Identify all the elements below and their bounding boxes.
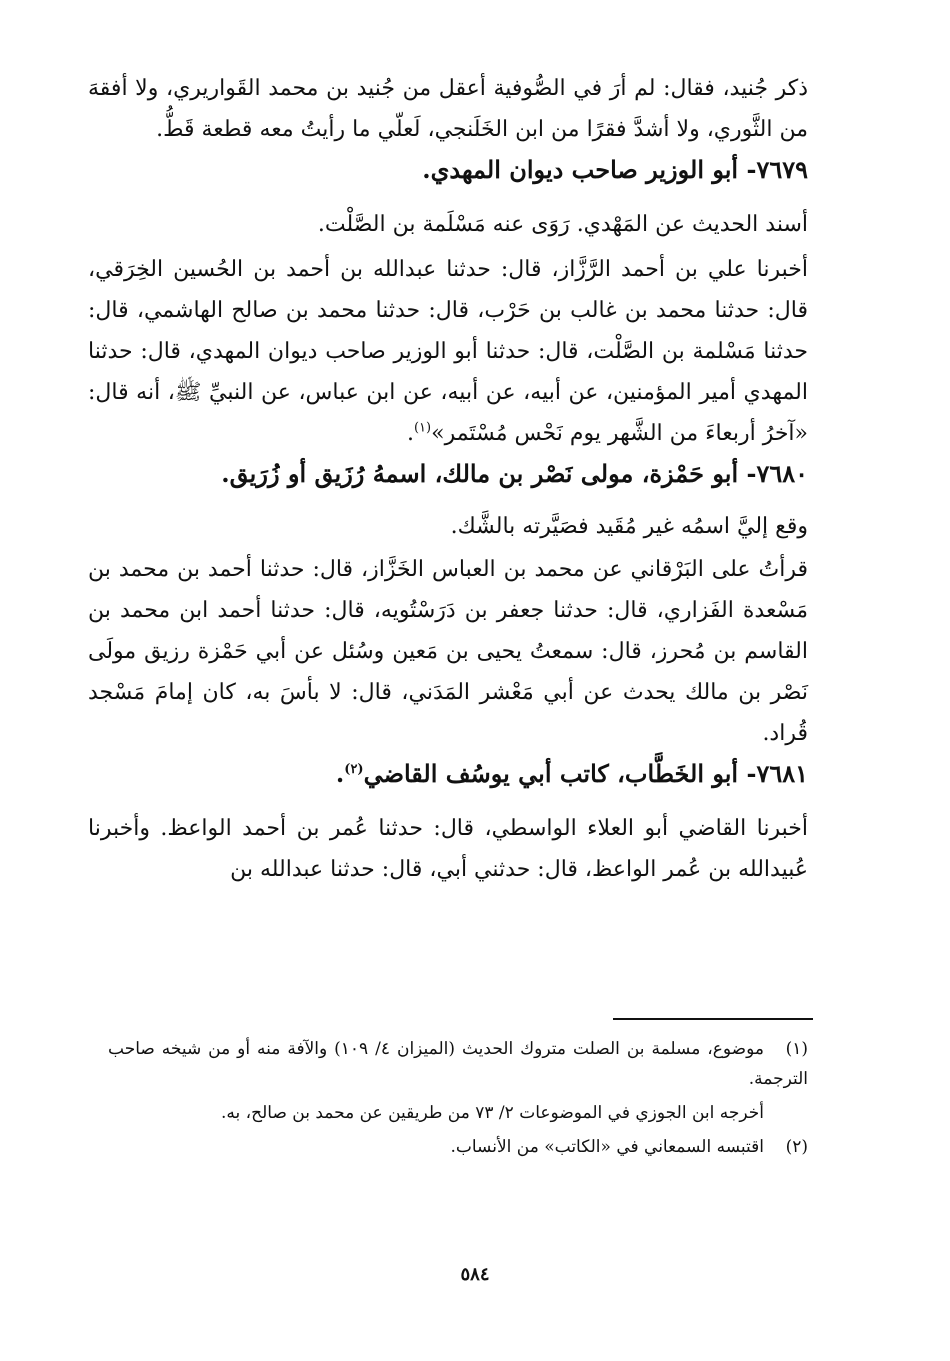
paragraph-3	[88, 249, 808, 454]
entry-title: أبو الخَطَّاب، كاتب أبي يوسُف القاضي	[363, 759, 739, 788]
entry-number: ٧٦٨١-	[746, 759, 808, 788]
footnote-ref-1: (١)	[413, 420, 432, 436]
isnad-text: أخبرنا علي بن أحمد الرَّزَّاز، قال: حدثنا عبدالله بن أحمد بن الحُسين الخِرَقي، قال: حدثنا محمد بن غالب بن حَرْب، قال: حدثنا محمد بن صالح الهاشمي، قال: حدثنا مَسْلمة بن الصَّلْت، قال: حدثنا أبو الوزير صاحب ديوان المهدي، قال: حدثنا المهدي أمير المؤمنين، عن أبيه، عن أبيه، عن ابن عباس، عن النبيِّ ﷺ، أنه قال: «آخرُ أربعاءَ من الشَّهر يوم نَحْس مُسْتَمر»	[88, 257, 808, 446]
footnote-number: (٢)	[785, 1137, 808, 1157]
main-text	[88, 68, 808, 890]
entry-number: ٧٦٧٩-	[746, 155, 808, 184]
paragraph-3-end: .	[406, 421, 414, 446]
footnote-2	[108, 1132, 808, 1162]
paragraph-5: قرأتُ على البَرْقاني عن محمد بن العباس الخَزَّاز، قال: حدثنا أحمد بن محمد بن مَسْعدة الفَزاري، قال: حدثنا جعفر بن دَرَسْتُويه، قال: حدثنا أحمد ابن محمد بن القاسم بن مُحرز، قال: سمعتُ يحيى بن مَعين وسُئل عن أبي حَمْزة رزيق مولَى نَصْر بن مالك يحدث عن أبي مَعْشر المَدَني، قال: لا بأسَ به، كان إمامَ مَسْجد قُراد.	[88, 557, 808, 746]
page-number: ٥٨٤	[460, 1264, 490, 1285]
paragraph-6: أخبرنا القاضي أبو العلاء الواسطي، قال: حدثنا عُمر بن أحمد الواعظ. وأخبرنا عُبيدالله بن عُمر الواعظ، قال: حدثني أبي، قال: حدثنا عبدالله بن	[88, 816, 808, 882]
footnote-text: اقتبسه السمعاني في «الكاتب» من الأنساب.	[450, 1137, 764, 1157]
entry-number: ٧٦٨٠-	[746, 459, 808, 488]
footnote-ref-2: (٢)	[344, 762, 364, 777]
entry-title: أبو الوزير صاحب ديوان المهدي.	[422, 155, 739, 184]
footnote-number: (١)	[785, 1039, 808, 1059]
paragraph-2: أسند الحديث عن المَهْدي. رَوَى عنه مَسْلَمة بن الصَّلْت.	[317, 212, 808, 237]
footnote-1	[108, 1034, 808, 1094]
footnote-divider	[613, 1018, 813, 1020]
heading-end: .	[335, 759, 345, 788]
footnote-1-continuation: أخرجه ابن الجوزي في الموضوعات ٢/ ٧٣ من طريقين عن محمد بن صالح، به.	[220, 1103, 764, 1123]
paragraph-1: ذكر جُنيد، فقال: لم أرَ في الصُّوفية أعقل من جُنيد بن محمد القَواريري، ولا أفقهَ من الثَّوري، ولا أشدَّ فقرًا من ابن الخَلَنجي، لَعلّي ما رأيتُ معه قطعة قَطُّ.	[88, 76, 808, 142]
entry-title: أبو حَمْزة، مولى نَصْر بن مالك، اسمهُ رُزَيق أو زُرَيق.	[221, 459, 739, 488]
footnotes	[108, 1034, 808, 1166]
entry-heading-7681	[88, 754, 808, 794]
entry-heading-7679	[88, 150, 808, 190]
entry-heading-7680	[88, 454, 808, 494]
footnote-text: موضوع، مسلمة بن الصلت متروك الحديث (الميزان ٤/ ١٠٩) والآفة منه أو من شيخه صاحب الترجمة.	[108, 1039, 808, 1089]
paragraph-4: وقع إليَّ اسمُه غير مُقَيد فصَيَّرته بالشَّك.	[450, 514, 808, 539]
